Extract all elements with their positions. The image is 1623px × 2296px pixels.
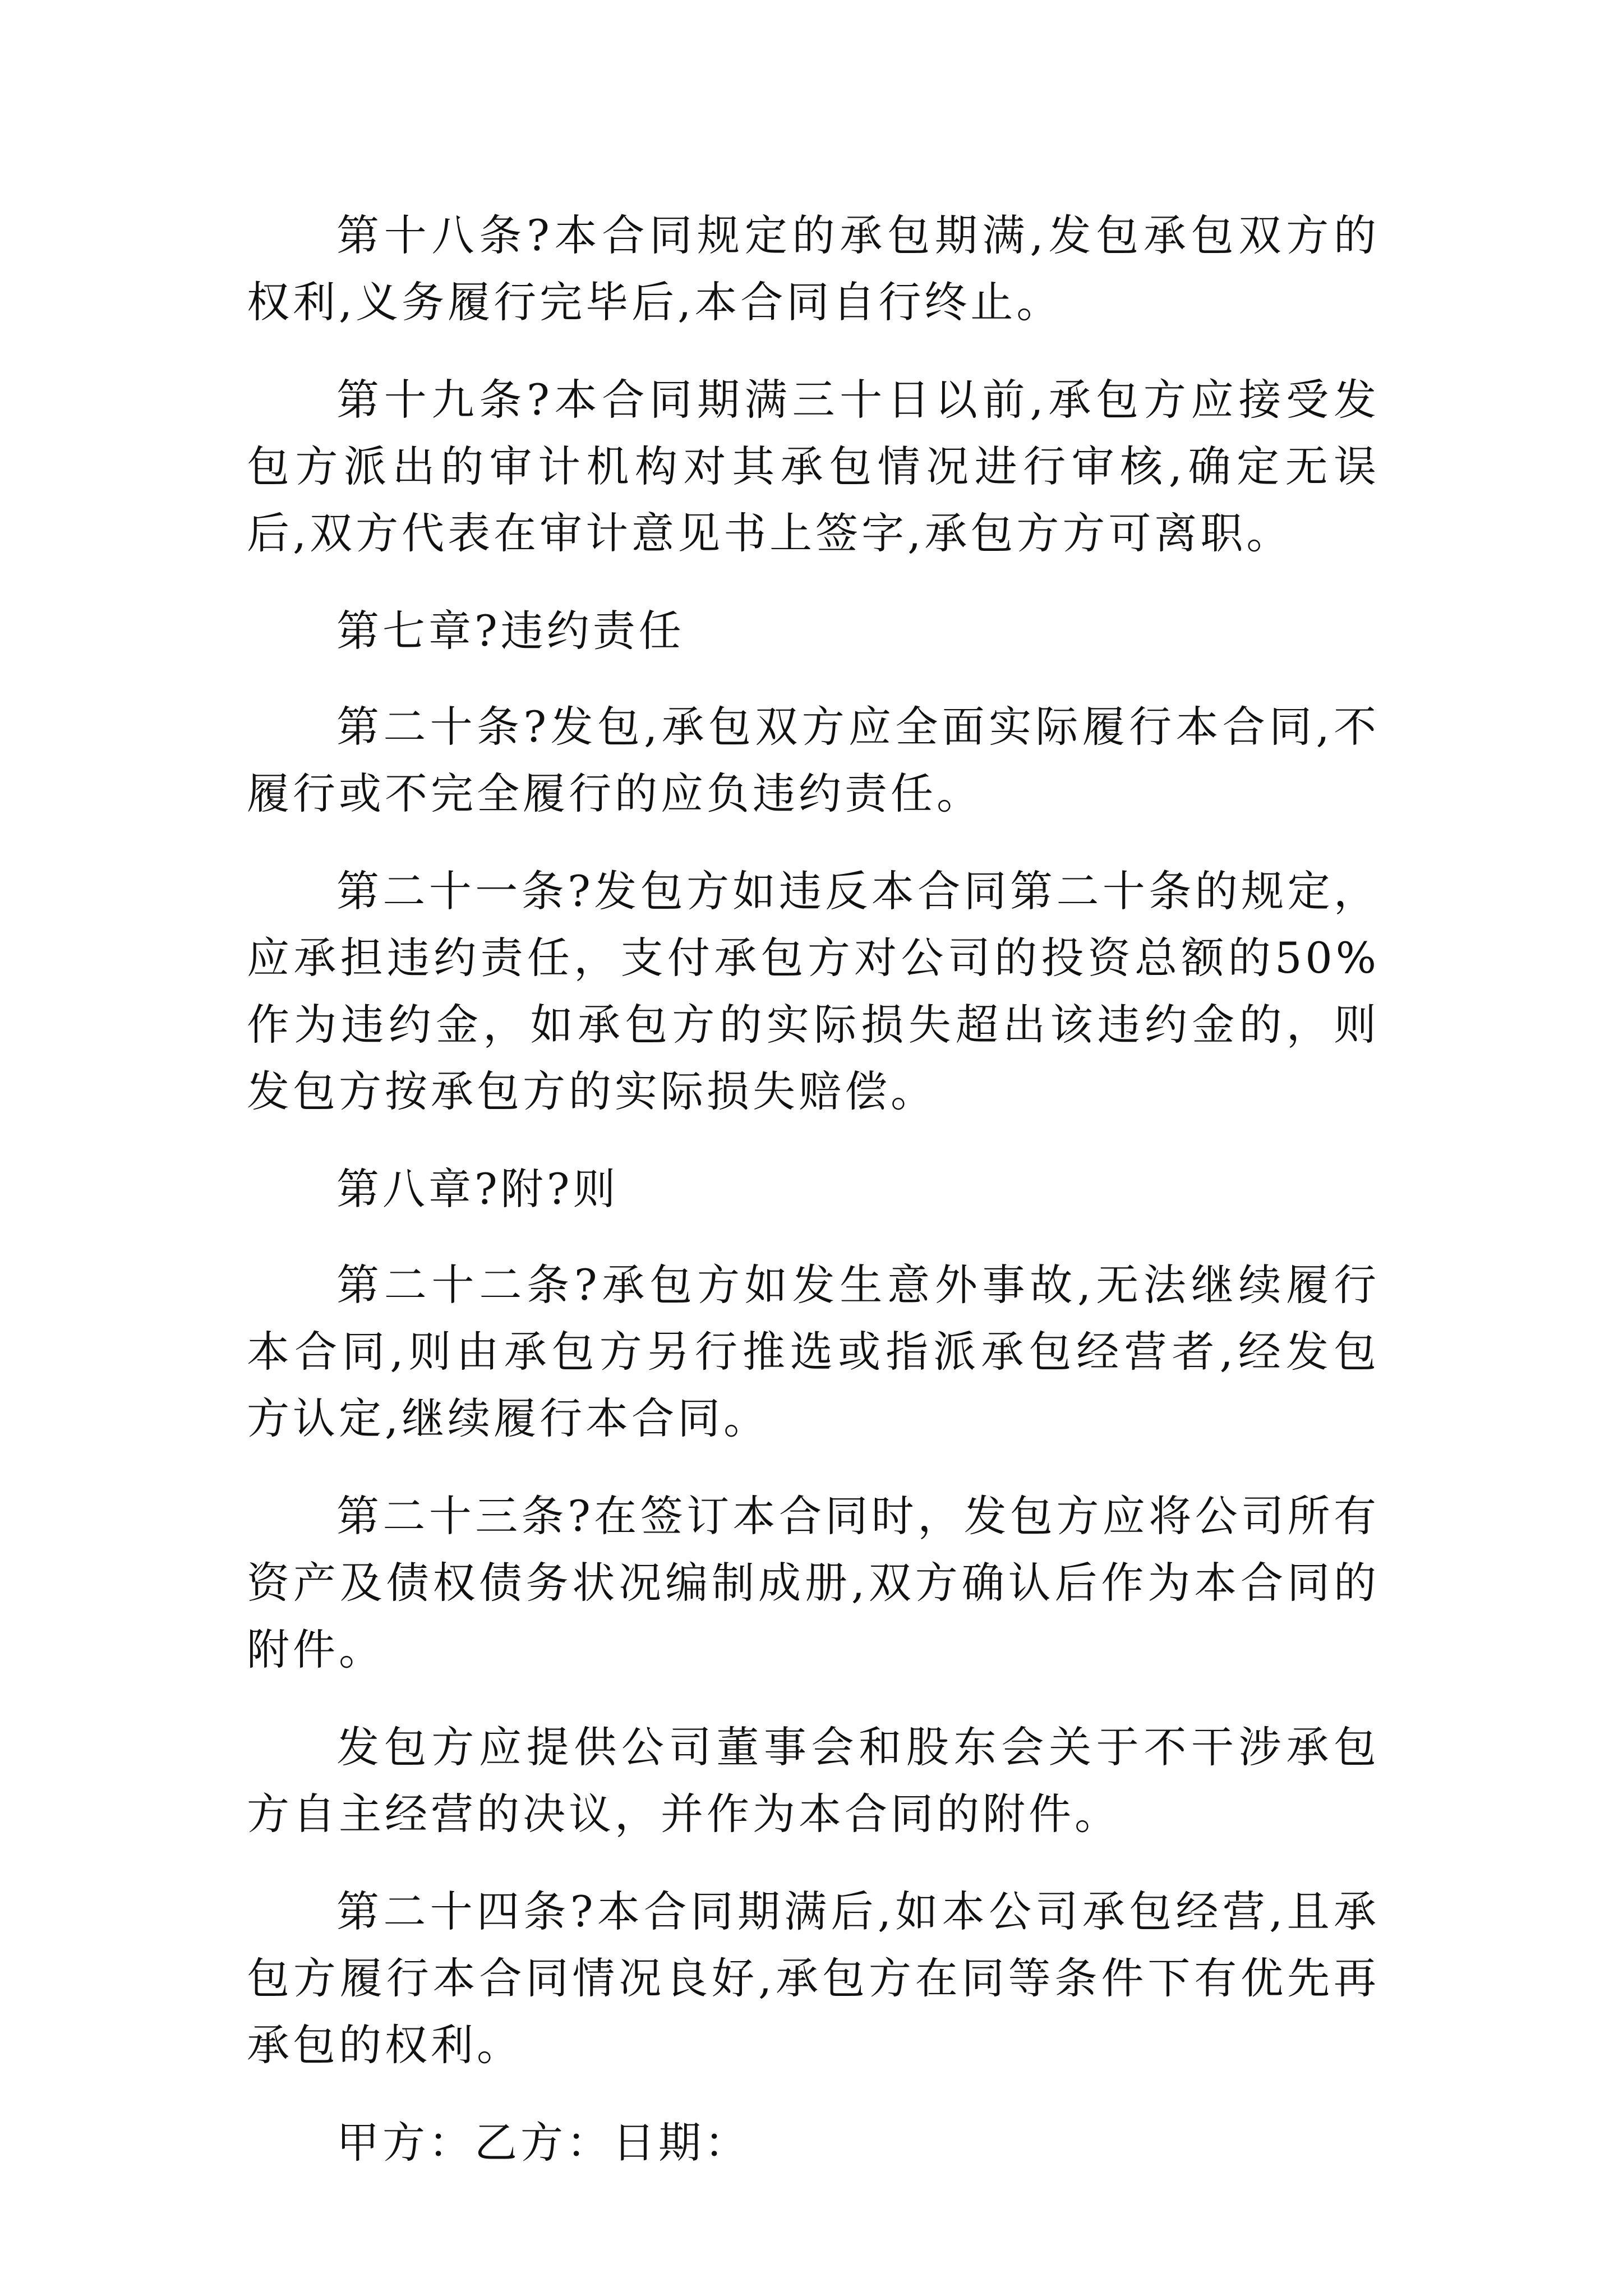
signature-line: 甲方：乙方：日期： [336, 2118, 750, 2168]
article-18-paragraph: 第十八条?本合同规定的承包期满,发包承包双方的权利,义务履行完毕后,本合同自行终止。 [247, 210, 1380, 327]
document-body [247, 202, 1380, 2207]
article-19-paragraph: 第十九条?本合同期满三十日以前,承包方应接受发包方派出的审计机构对其承包情况进行审核,确定无误后,双方代表在审计意见书上签字,承包方方可离职。 [247, 375, 1380, 558]
article-20-paragraph: 第二十条?发包,承包双方应全面实际履行本合同,不履行或不完全履行的应负违约责任。 [247, 702, 1380, 818]
article-21-paragraph: 第二十一条?发包方如违反本合同第二十条的规定，应承担违约责任，支付承包方对公司的投资总额的50%作为违约金，如承包方的实际损失超出该违约金的，则发包方按承包方的实际损失赔偿。 [247, 866, 1380, 1116]
article-23-paragraph: 第二十三条?在签订本合同时，发包方应将公司所有资产及债权债务状况编制成册,双方确认后作为本合同的附件。 [247, 1491, 1380, 1674]
attachment-resolution-paragraph: 发包方应提供公司董事会和股东会关于不干涉承包方自主经营的决议，并作为本合同的附件。 [247, 1722, 1380, 1839]
chapter-8-heading: 第八章?附?则 [336, 1164, 619, 1214]
chapter-7-heading: 第七章?违约责任 [336, 606, 685, 656]
article-24-paragraph: 第二十四条?本合同期满后,如本公司承包经营,且承包方履行本合同情况良好,承包方在同等条件下有优先再承包的权利。 [247, 1887, 1380, 2070]
article-22-paragraph: 第二十二条?承包方如发生意外事故,无法继续履行本合同,则由承包方另行推选或指派承包经营者,经发包方认定,继续履行本合同。 [247, 1260, 1380, 1443]
